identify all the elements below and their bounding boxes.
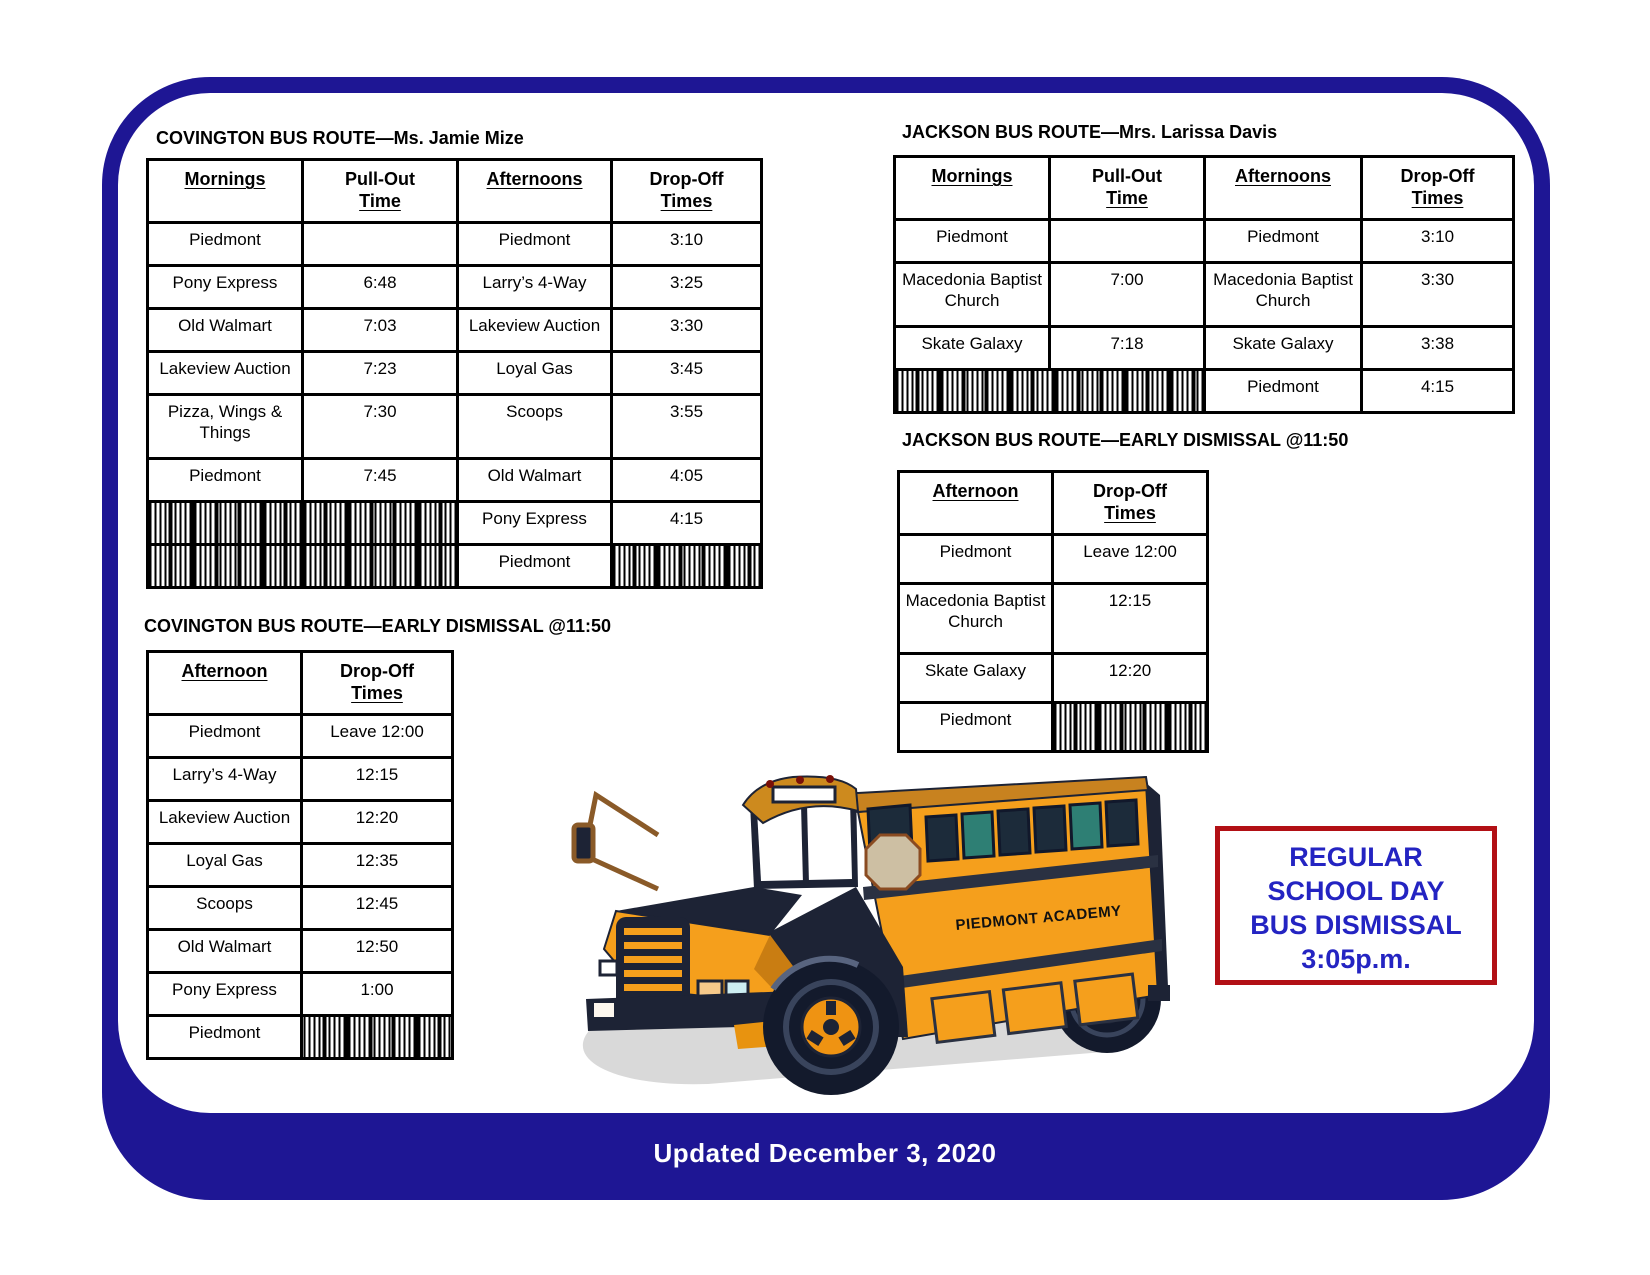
table-cell: 1:00 bbox=[302, 973, 453, 1016]
column-header: Afternoons bbox=[1205, 157, 1362, 220]
covington-route-title: COVINGTON BUS ROUTE—Ms. Jamie Mize bbox=[156, 128, 524, 148]
table-cell: 7:18 bbox=[1050, 327, 1205, 370]
table-row bbox=[148, 844, 453, 887]
table-cell bbox=[303, 223, 458, 266]
table-row bbox=[895, 263, 1514, 327]
column-header: Afternoons bbox=[458, 160, 612, 223]
table-cell: Piedmont bbox=[148, 223, 303, 266]
table-cell bbox=[1050, 220, 1205, 263]
table-cell: 3:38 bbox=[1362, 327, 1514, 370]
table-cell: 3:55 bbox=[612, 395, 762, 459]
table-cell: 12:35 bbox=[302, 844, 453, 887]
table-cell: 12:20 bbox=[1053, 654, 1208, 703]
table-row bbox=[148, 309, 762, 352]
header-row bbox=[899, 472, 1208, 535]
table-cell: Leave 12:00 bbox=[1053, 535, 1208, 584]
schedule-table bbox=[146, 158, 763, 589]
table-cell: 7:00 bbox=[1050, 263, 1205, 327]
table-row bbox=[895, 220, 1514, 263]
table-row bbox=[899, 535, 1208, 584]
table-row bbox=[148, 395, 762, 459]
table-cell: 3:45 bbox=[612, 352, 762, 395]
table-cell: Piedmont bbox=[458, 223, 612, 266]
column-header: Drop-Off Times bbox=[1053, 472, 1208, 535]
column-header: Drop-Off Times bbox=[302, 652, 453, 715]
table-cell: Piedmont bbox=[1205, 370, 1362, 413]
table-cell: 12:20 bbox=[302, 801, 453, 844]
table-cell: Pony Express bbox=[148, 973, 302, 1016]
table-cell: Scoops bbox=[458, 395, 612, 459]
table-row bbox=[148, 266, 762, 309]
table-cell: 7:03 bbox=[303, 309, 458, 352]
stop-sign bbox=[866, 835, 920, 889]
table-cell: Piedmont bbox=[895, 220, 1050, 263]
dismissal-line: REGULAR bbox=[1289, 842, 1423, 872]
table-cell: Loyal Gas bbox=[458, 352, 612, 395]
table-cell: 7:30 bbox=[303, 395, 458, 459]
hatched-cell bbox=[303, 545, 458, 588]
table-row bbox=[148, 223, 762, 266]
table-cell: 3:30 bbox=[612, 309, 762, 352]
jackson-route-title: JACKSON BUS ROUTE—Mrs. Larissa Davis bbox=[902, 122, 1278, 142]
school-bus-illustration bbox=[558, 737, 1173, 1102]
table-cell: Piedmont bbox=[899, 535, 1053, 584]
column-header: Afternoon bbox=[148, 652, 302, 715]
table-cell: 7:45 bbox=[303, 459, 458, 502]
table-cell: Piedmont bbox=[899, 703, 1053, 752]
table-row bbox=[148, 502, 762, 545]
table-cell: Scoops bbox=[148, 887, 302, 930]
table-cell: Pony Express bbox=[458, 502, 612, 545]
hatched-cell bbox=[612, 545, 762, 588]
hatched-cell bbox=[302, 1016, 453, 1059]
table-cell: 3:10 bbox=[612, 223, 762, 266]
table-cell: Old Walmart bbox=[458, 459, 612, 502]
table-cell: Lakeview Auction bbox=[148, 801, 302, 844]
bus-side-label: PIEDMONT ACADEMY bbox=[954, 902, 1123, 934]
updated-date-text: Updated December 3, 2020 bbox=[653, 1138, 997, 1168]
table-cell: 4:15 bbox=[612, 502, 762, 545]
table-row bbox=[148, 887, 453, 930]
jackson-main-table bbox=[893, 155, 1515, 414]
column-header: Mornings bbox=[148, 160, 303, 223]
table-row bbox=[148, 758, 453, 801]
table-cell: Lakeview Auction bbox=[458, 309, 612, 352]
jackson-early-dismissal-title: JACKSON BUS ROUTE—EARLY DISMISSAL @11:50 bbox=[902, 430, 1349, 450]
table-cell: Piedmont bbox=[1205, 220, 1362, 263]
covington-early-dismissal-table bbox=[146, 650, 454, 1060]
table-row bbox=[148, 973, 453, 1016]
table-cell: 4:15 bbox=[1362, 370, 1514, 413]
column-header: Pull-Out Time bbox=[303, 160, 458, 223]
dismissal-line: SCHOOL DAY bbox=[1267, 876, 1445, 906]
front-wheel bbox=[763, 959, 899, 1095]
table-cell: Skate Galaxy bbox=[895, 327, 1050, 370]
table-cell: 7:23 bbox=[303, 352, 458, 395]
table-cell: Macedonia Baptist Church bbox=[895, 263, 1050, 327]
schedule-table bbox=[893, 155, 1515, 414]
dismissal-line: BUS DISMISSAL bbox=[1250, 910, 1462, 940]
column-header: Afternoon bbox=[899, 472, 1053, 535]
covington-main-table bbox=[146, 158, 763, 589]
regular-dismissal-box bbox=[1215, 826, 1497, 985]
table-cell: 4:05 bbox=[612, 459, 762, 502]
table-cell: Piedmont bbox=[458, 545, 612, 588]
front-grille bbox=[616, 917, 690, 1009]
header-row bbox=[148, 160, 762, 223]
table-cell: Piedmont bbox=[148, 1016, 302, 1059]
table-cell: Skate Galaxy bbox=[899, 654, 1053, 703]
hatched-cell bbox=[303, 502, 458, 545]
hatched-cell bbox=[148, 502, 303, 545]
table-row bbox=[148, 930, 453, 973]
covington-early-dismissal-title: COVINGTON BUS ROUTE—EARLY DISMISSAL @11:50 bbox=[144, 616, 611, 636]
side-mirror bbox=[574, 795, 658, 889]
table-cell: Old Walmart bbox=[148, 930, 302, 973]
table-cell: Macedonia Baptist Church bbox=[1205, 263, 1362, 327]
table-cell: 12:45 bbox=[302, 887, 453, 930]
table-cell: Larry’s 4-Way bbox=[458, 266, 612, 309]
column-header: Drop-Off Times bbox=[1362, 157, 1514, 220]
headlight bbox=[600, 961, 617, 975]
rear-bumper bbox=[1148, 985, 1170, 1001]
schedule-table bbox=[897, 470, 1209, 753]
table-row bbox=[899, 584, 1208, 654]
table-cell: Piedmont bbox=[148, 715, 302, 758]
header-row bbox=[895, 157, 1514, 220]
header-row bbox=[148, 652, 453, 715]
table-cell: Piedmont bbox=[148, 459, 303, 502]
hatched-cell bbox=[148, 545, 303, 588]
table-cell: Leave 12:00 bbox=[302, 715, 453, 758]
table-cell: Pony Express bbox=[148, 266, 303, 309]
table-cell: 6:48 bbox=[303, 266, 458, 309]
schedule-table bbox=[146, 650, 454, 1060]
table-row bbox=[148, 545, 762, 588]
column-header: Drop-Off Times bbox=[612, 160, 762, 223]
table-cell: 3:30 bbox=[1362, 263, 1514, 327]
column-header: Pull-Out Time bbox=[1050, 157, 1205, 220]
table-cell: 12:50 bbox=[302, 930, 453, 973]
table-row bbox=[895, 327, 1514, 370]
jackson-early-dismissal-table bbox=[897, 470, 1209, 753]
table-cell: 3:25 bbox=[612, 266, 762, 309]
table-cell: Skate Galaxy bbox=[1205, 327, 1362, 370]
table-cell: Loyal Gas bbox=[148, 844, 302, 887]
table-cell: 12:15 bbox=[1053, 584, 1208, 654]
table-cell: 12:15 bbox=[302, 758, 453, 801]
hatched-cell bbox=[895, 370, 1205, 413]
table-cell: Macedonia Baptist Church bbox=[899, 584, 1053, 654]
table-cell: Pizza, Wings & Things bbox=[148, 395, 303, 459]
table-cell: Old Walmart bbox=[148, 309, 303, 352]
table-row bbox=[899, 654, 1208, 703]
table-row bbox=[148, 352, 762, 395]
table-cell: Larry’s 4-Way bbox=[148, 758, 302, 801]
column-header: Mornings bbox=[895, 157, 1050, 220]
table-row bbox=[148, 801, 453, 844]
table-cell: 3:10 bbox=[1362, 220, 1514, 263]
table-row bbox=[895, 370, 1514, 413]
table-row bbox=[148, 715, 453, 758]
table-row bbox=[148, 1016, 453, 1059]
dismissal-line: 3:05p.m. bbox=[1301, 944, 1411, 974]
table-row bbox=[148, 459, 762, 502]
table-cell: Lakeview Auction bbox=[148, 352, 303, 395]
